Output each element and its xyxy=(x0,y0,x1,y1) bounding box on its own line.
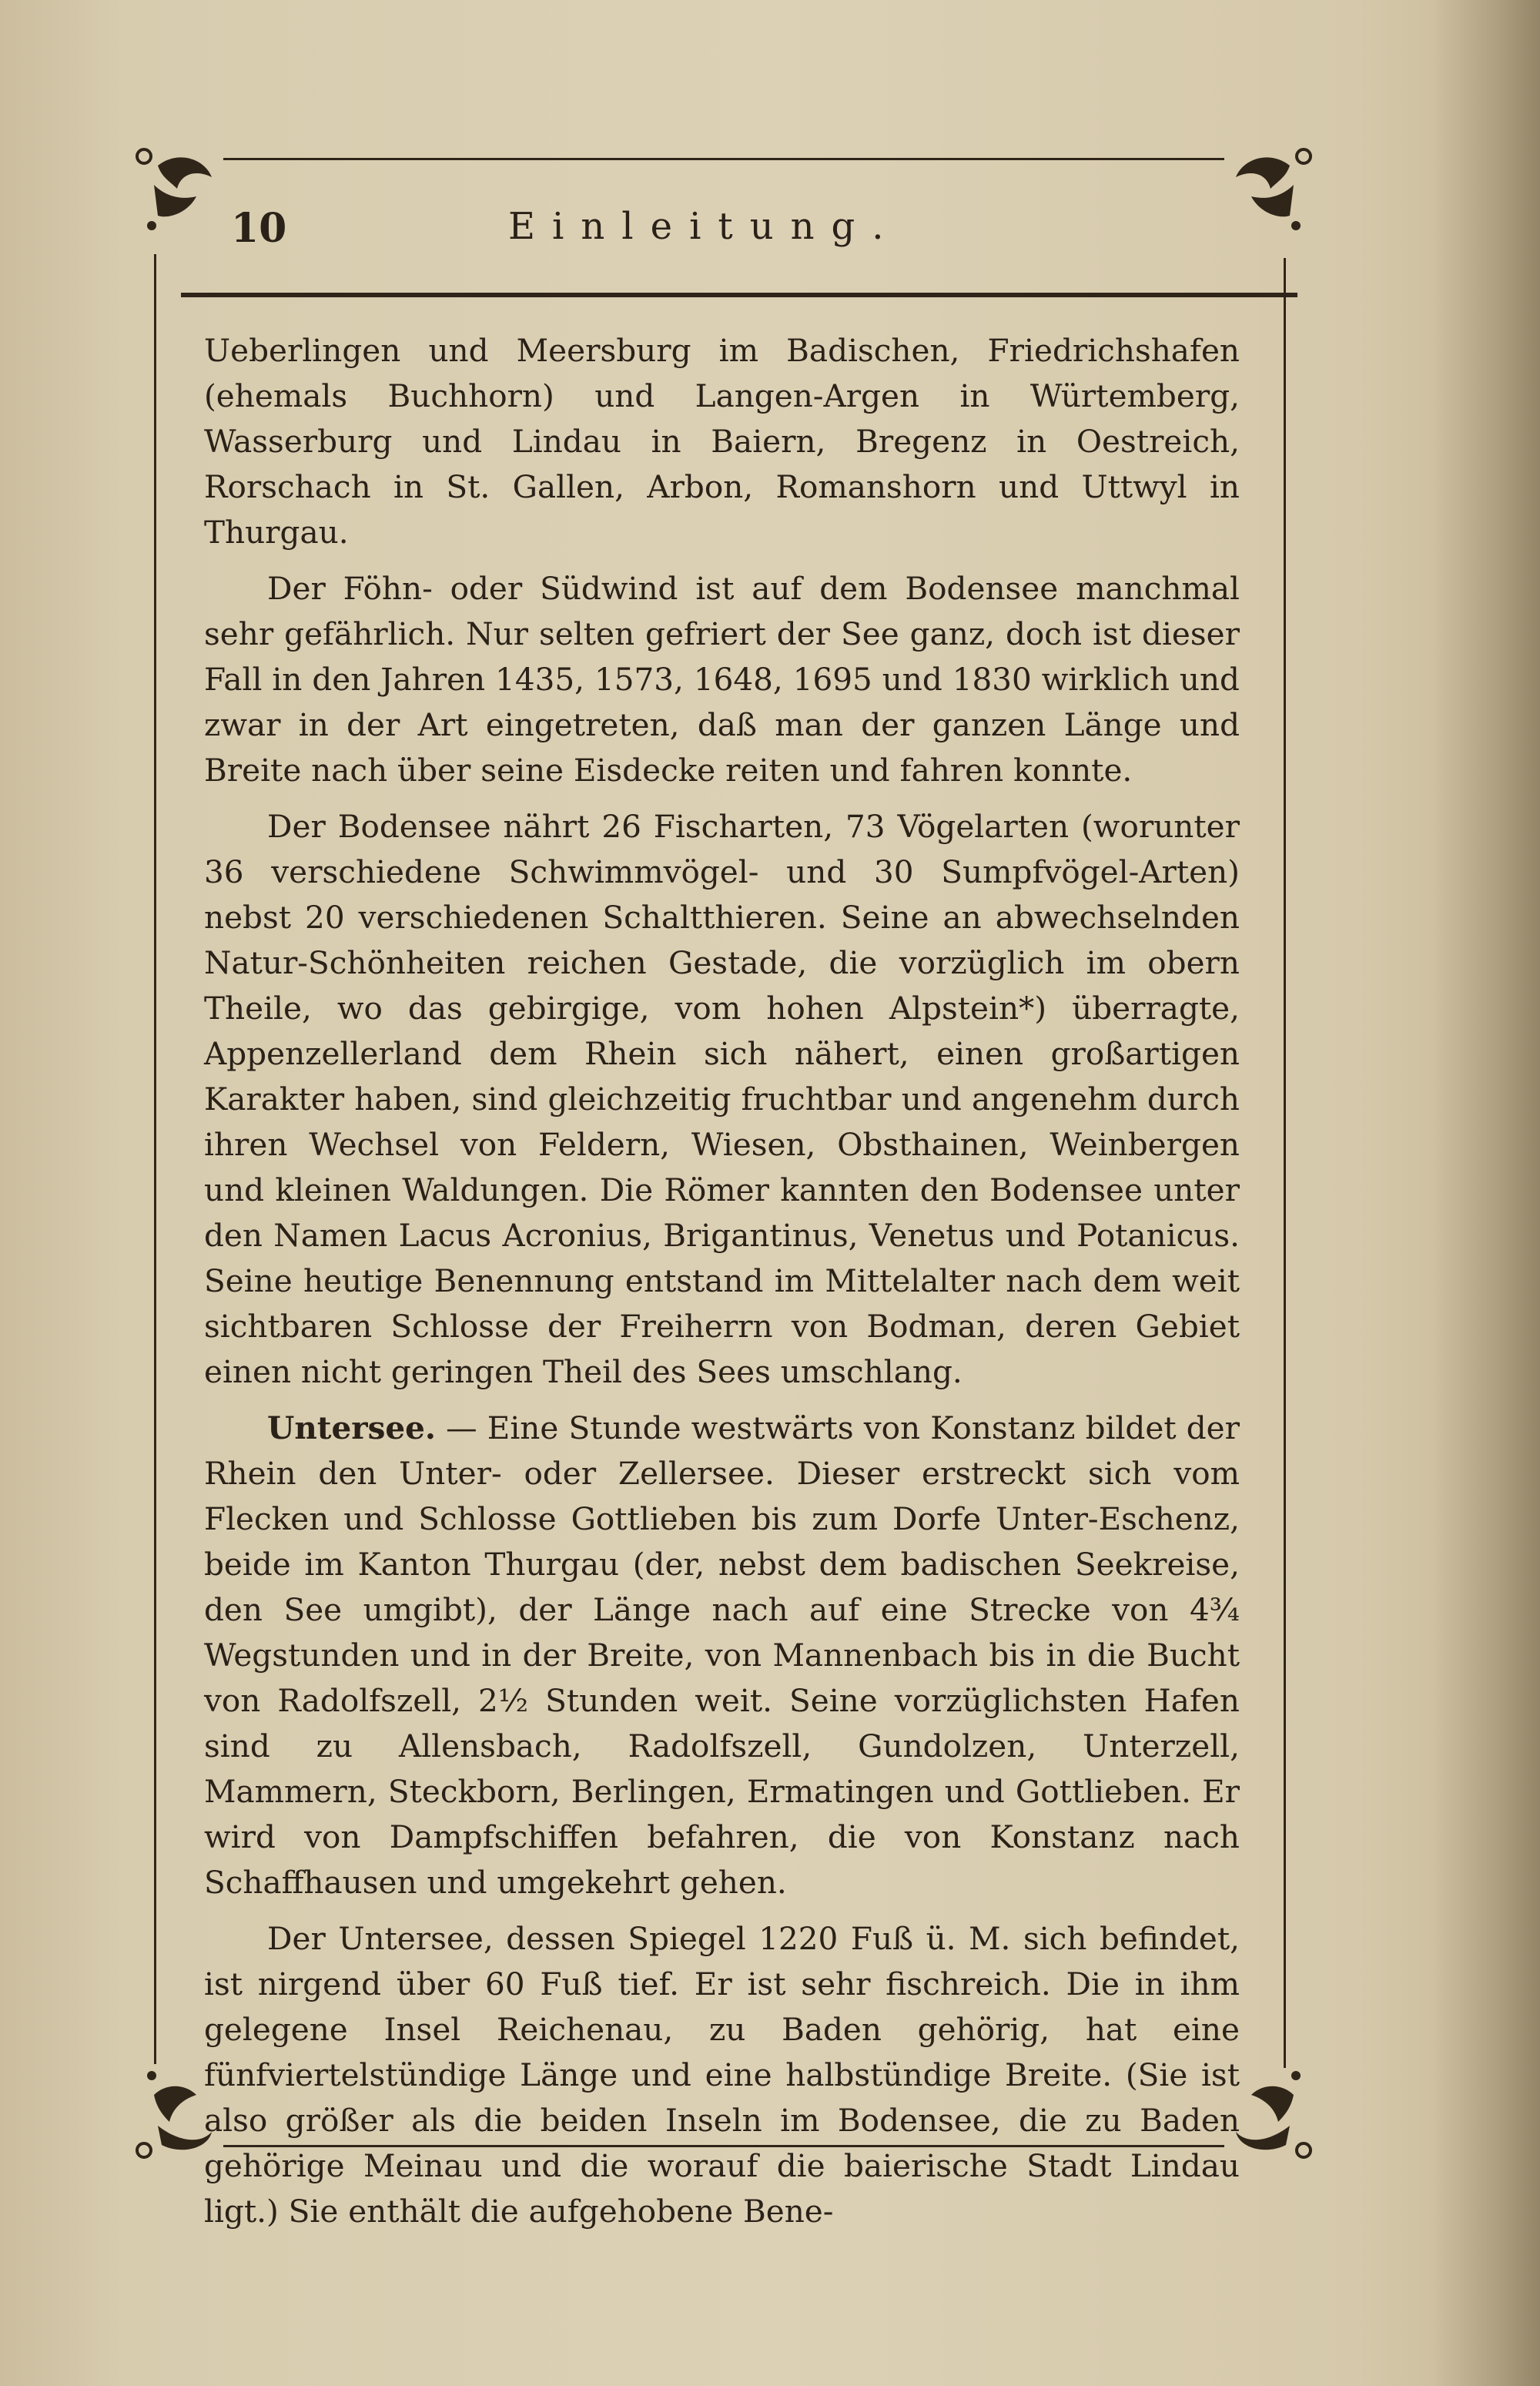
paragraph-3: Der Bodensee nährt 26 Fischarten, 73 Vögelarten (worunter 36 verschiedene Schwimmvögel- und 30 Sumpfvögel-Arten) nebst 20 verschiedenen Schaltthieren. Seine an abwechselnden Natur-Schönheiten reichen Gestade, die vorzüglich im obern Theile, wo das gebirgige, vom hohen Alpstein*) überragte, Appenzellerland dem Rhein sich nähert, einen großartigen Karakter haben, sind gleichzeitig fruchtbar und angenehm durch ihren Wechsel von Feldern, Wiesen, Obsthainen, Weinbergen und kleinen Waldungen. Die Römer kannten den Bodensee unter den Namen Lacus Acronius, Brigantinus, Venetus und Potanicus. Seine heutige Benennung entstand im Mittelalter nach dem weit sichtbaren Schlosse der Freiherrn von Bodman, deren Gebiet einen nicht geringen Theil des Sees umschlang. xyxy=(204,808,1240,1390)
paragraph-1: Ueberlingen und Meersburg im Badischen, Friedrichshafen (ehemals Buchhorn) und Langen-Argen in Würtemberg, Wasserburg und Lindau in Baiern, Bregenz in Oestreich, Rorschach in St. Gallen, Arbon, Romanshorn und Uttwyl in Thurgau. xyxy=(204,332,1240,551)
paragraph-4-text: — Eine Stunde westwärts von Konstanz bildet der Rhein den Unter- oder Zellersee. Dieser erstreckt sich vom Flecken und Schlosse Gottlieben bis zum Dorfe Unter-Eschenz, beide im Kanton Thurgau (der, nebst dem badischen Seekreise, den See umgibt), der Länge nach auf eine Strecke von 4¾ Wegstunden und in der Breite, von Mannenbach bis in die Bucht von Radolfszell, 2½ Stunden weit. Seine vorzüglichsten Hafen sind zu Allensbach, Radolfszell, Gundolzen, Unterzell, Mammern, Steckborn, Berlingen, Ermatingen und Gottlieben. Er wird von Dampfschiffen befahren, die von Konstanz nach Schaffhausen und umgekehrt gehen. xyxy=(204,1409,1240,1901)
page-number: 10 xyxy=(231,205,287,252)
paragraph-2: Der Föhn- oder Südwind ist auf dem Bodensee manchmal sehr gefährlich. Nur selten gefriert der See ganz, doch ist dieser Fall in den Jahren 1435, 1573, 1648, 1695 und 1830 wirklich und zwar in der Art eingetreten, daß man der ganzen Länge und Breite nach über seine Eisdecke reiten und fahren konnte. xyxy=(204,570,1240,789)
body-text xyxy=(204,328,1240,2245)
ornament-top-left-icon xyxy=(135,142,235,243)
right-frame-line xyxy=(1284,258,1286,2068)
top-rule xyxy=(223,158,1224,160)
paragraph-4 xyxy=(204,1406,1240,1905)
running-title: Einleitung. xyxy=(508,205,901,248)
paragraph-5: Der Untersee, dessen Spiegel 1220 Fuß ü. M. sich befindet, ist nirgend über 60 Fuß tief. Er ist sehr fischreich. Die in ihm gelegene Insel Reichenau, zu Baden gehörig, hat eine fünfviertelstündige Länge und eine halbstündige Breite. (Sie ist also größer als die beiden Inseln im Bodensee, die zu Baden gehörige Meinau und die worauf die baierische Stadt Lindau ligt.) Sie enthält die aufgehobene Bene- xyxy=(204,1920,1240,2230)
left-frame-line xyxy=(154,254,156,2064)
page-edge-shadow xyxy=(1432,0,1540,2386)
page-header xyxy=(231,199,1263,260)
section-heading-untersee: Untersee. xyxy=(267,1409,437,1446)
header-rule xyxy=(181,293,1297,297)
